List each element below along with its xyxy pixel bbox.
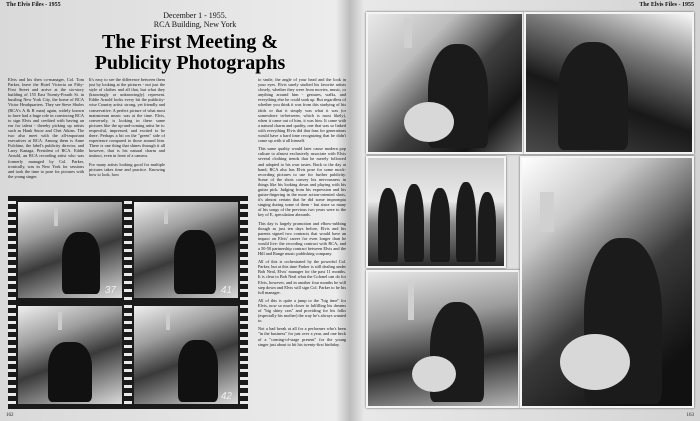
paragraph: Elvis and his then co-manager, Col. Tom Parker, leave the Hotel Victoria on Fifty-First Street and arrive at the six-story building of 155 East Twenty-Fourth St. in bustling New York City, the home of RCA Victor Headquarters. They see Steve Sholes (RCA's A & R man) again, widely known to have had a huge role in convincing RCA to sign Elvis and credited with having an ear for talent - thereby picking up artists such as Hank Snow and Chet Atkins. The two also meet with the all-important executives at RCA. Among them is Anne Fulchino, the label's publicity director, and Larry Kanaga, President of RCA. Eddie Arnold, an RCA recording artist who was formerly managed by Col. Parker, ironically, was in New York for sessions and took the time to pose for pictures with the young singer. — [8, 77, 84, 179]
microphone-shape — [164, 206, 168, 224]
singer-silhouette — [178, 340, 218, 402]
page-number-right: 163 — [686, 413, 694, 418]
paragraph: This same quality would later cause modern pop culture to almost exclusively associate with Elvis several clothing trends that he merely followed and adapted to his own tastes. Back to the day at hand; RCA also has Elvis pose for some mock-recording pictures to use for further publicity. Some of the shots convey his nervousness in things like his looking down and playing with his guitar pick. Judging from his expression and his guitar-fingering in the more action-oriented shots, it's almost certain that he did some impromptu singing during some of them - but since so many of his songs of the previous two years were to the key of E, speculation abounds. — [258, 146, 346, 218]
person-silhouette — [430, 188, 450, 262]
photo-elvis-portrait — [524, 12, 694, 154]
text-column-2 — [89, 77, 165, 189]
microphone-shape — [166, 312, 170, 330]
paragraph: Not a bad break at all for a performer who's been "in the business" for just over a year, and one heck of a "coming-of-stage present" for the young singer just about to hit his twenty-first birthday. — [258, 326, 346, 347]
microphone-shape — [54, 208, 58, 226]
singer-silhouette — [558, 42, 628, 150]
page-number-left: 162 — [6, 413, 14, 418]
contact-frame — [18, 306, 122, 404]
film-sprocket-left — [8, 196, 16, 409]
running-head-left: The Elvis Files - 1955 — [6, 2, 61, 8]
paragraph: For many artists looking good for multiple pictures takes time and practice. Knowing how to look, how — [89, 161, 165, 177]
paragraph: It's easy to see the difference between them just by looking at the pictures - not just the style of clothes and all that, but what they (knowingly or unknowingly) represent. Eddie Arnold looks every bit the publicity-wise Country artist: strong, yet friendly and conservative. A perfect picture of what most mainstream music was at the time. Elvis, conversely, is looking in these same pictures like the up-and-coming artist he is: respectful, impressed, and excited to be there. Perhaps a bit on the "green" side of experience compared to those around him. There is one thing that shines through it all however, that is his natural charm and instinct, even in front of a camera. — [89, 77, 165, 159]
contact-frame — [134, 202, 238, 298]
text-column-3 — [258, 77, 346, 410]
title-line-2: Publicity Photographs — [94, 52, 286, 74]
film-sprocket-middle — [124, 196, 132, 409]
microphone-shape — [404, 18, 412, 48]
frame-number: 42 — [220, 391, 232, 402]
dateline-date: December 1 - 1955. — [163, 11, 227, 20]
person-silhouette — [478, 192, 496, 262]
singer-silhouette — [48, 342, 92, 402]
contact-frame — [134, 306, 238, 404]
person-silhouette — [378, 188, 398, 262]
photo-elvis-singing — [520, 156, 694, 408]
film-sprocket-right — [240, 196, 248, 409]
contact-frame — [18, 202, 122, 298]
running-head-right: The Elvis Files - 1955 — [639, 2, 694, 8]
microphone-shape — [408, 280, 414, 320]
title-line-1: The First Meeting & — [101, 31, 279, 53]
paragraph: to smile, the angle of your head and the look in your eyes. Elvis surely studied his favorite artists closely, whether they were from movies, music, or anything around him - gestures, walks, and everything else he could soak up. But regardless of whether you think it was from this studying of his idols or that it simply was what it was (or somewhere in-between, which is most likely), when it came out of him, it was him. It came with a natural charm and quality, one that was so linked with everything Elvis did that fans for generations would have a hard time recognizing that he didn't come up with it all himself. — [258, 77, 346, 144]
singer-silhouette — [62, 232, 100, 294]
paragraph: This day is largely promotion and elbow-rubbing though as just ten days before, Elvis and his parents signed two contracts that would have an impact on Elvis' career for even longer than he would live: the recording contract with RCA, and a 50-50 partnership contract between Elvis and the Hill and Range music publishing company. — [258, 220, 346, 257]
photo-elvis-with-guitar — [366, 12, 524, 154]
text-column-1 — [8, 77, 84, 189]
article-title — [72, 32, 308, 74]
guitar-shape — [412, 356, 456, 392]
article-dateline — [140, 11, 250, 29]
microphone-shape — [58, 312, 62, 330]
dateline-location: RCA Building, New York — [153, 20, 237, 29]
guitar-shape — [560, 334, 630, 390]
photo-elvis-recording — [366, 270, 520, 408]
person-silhouette — [456, 182, 476, 262]
microphone-shape — [540, 192, 554, 232]
paragraph: All of this is orchestrated by the powerful Col. Parker, but at this time Parker is still dealing under Bob Neal, Elvis' manager for the past 11 months. It is clear to Bob Neal what the Colonel can do for Elvis, however, and in another four months he will step down and Elvis will sign Col. Parker to be his full manager. — [258, 259, 346, 295]
photo-group-executives — [366, 156, 506, 268]
contact-sheet-photo — [8, 196, 248, 409]
frame-number: 41 — [220, 285, 232, 296]
person-silhouette — [404, 184, 424, 262]
paragraph: All of this is quite a jump to the "big time" for Elvis, now so much closer to fulfilling his dreams of "big shiny cars" and providing for his folks (especially his mother) the way he's always wanted to. — [258, 297, 346, 324]
guitar-shape — [404, 102, 454, 142]
frame-number: 37 — [104, 285, 116, 296]
singer-silhouette — [174, 230, 216, 294]
